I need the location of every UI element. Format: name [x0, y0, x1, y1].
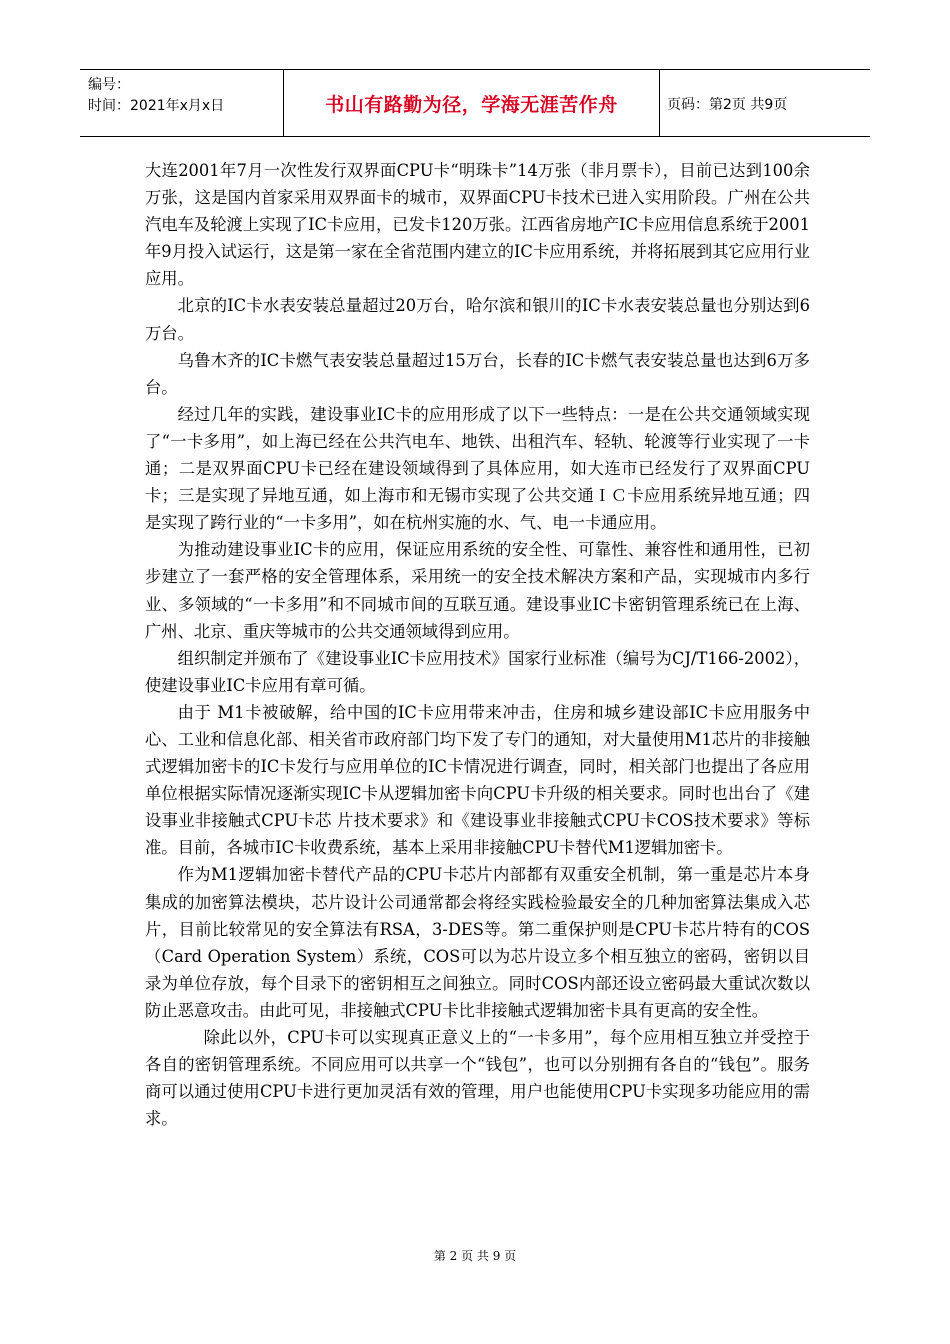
header-meta-cell [80, 70, 283, 136]
document-date-label: 时间：2021年x月x日 [88, 98, 225, 114]
paragraph: 北京的IC卡水表安装总量超过20万台，哈尔滨和银川的IC卡水表安装总量也分别达到6万台。 [145, 296, 810, 343]
header-page-number: 页码：第2页 共9页 [667, 97, 788, 113]
header-page-cell [659, 70, 870, 136]
document-number-label: 编号： [88, 77, 130, 93]
page-footer: 第 2 页 共 9 页 [433, 1249, 517, 1263]
paragraph: 由于 M1卡被破解，给中国的IC卡应用带来冲击，住房和城乡建设部IC卡应用服务中心、工业和信息化部、相关省市政府部门均下发了专门的通知，对大量使用M1芯片的非接触式逻辑加密卡的IC卡发行与应用单位的IC卡情况进行调查，同时，相关部门也提出了各应用单位根据实际情况逐渐实现IC卡从逻辑加密卡向CPU卡升级的相关要求。同时也出台了《建设事业非接触式CPU卡芯 片技术要求》和《建设事业非接触式CPU卡COS技术要求》等标准。目前，各城市IC卡收费系统，基本上采用非接触CPU卡替代M1逻辑加密卡。 [145, 702, 810, 858]
header-motto-cell [283, 70, 660, 136]
paragraph: 组织制定并颁布了《建设事业IC卡应用技术》国家行业标准（编号为CJ/T166-2002），使建设事业IC卡应用有章可循。 [145, 648, 810, 695]
paragraph: 经过几年的实践，建设事业IC卡的应用形成了以下一些特点：一是在公共交通领域实现了“一卡多用”，如上海已经在公共汽电车、地铁、出租汽车、轻轨、轮渡等行业实现了一卡通；二是双界面CPU卡已经在建设领域得到了具体应用，如大连市已经发行了双界面CPU卡；三是实现了异地互通，如上海市和无锡市实现了公共交通ＩＣ卡应用系统异地互通；四是实现了跨行业的“一卡多用”，如在杭州实施的水、气、电一卡通应用。 [145, 404, 810, 533]
header-motto: 书山有路勤为径，学海无涯苦作舟 [325, 94, 618, 116]
paragraph: 作为M1逻辑加密卡替代产品的CPU卡芯片内部都有双重安全机制，第一重是芯片本身集成的加密算法模块，芯片设计公司通常都会将经实践检验最安全的几种加密算法集成入芯片，目前比较常见的安全算法有RSA，3-DES等。第二重保护则是CPU卡芯片特有的COS（Card Operation System）系统，COS可以为芯片设立多个相互独立的密码，密钥以目录为单位存放，每个目录下的密钥相互之间独立。同时COS内部还设立密码最大重试次数以防止恶意攻击。由此可见，非接触式CPU卡比非接触式逻辑加密卡具有更高的安全性。 [145, 865, 810, 1020]
paragraph: 大连2001年7月一次性发行双界面CPU卡“明珠卡”14万张（非月票卡），目前已达到100余万张，这是国内首家采用双界面卡的城市，双界面CPU卡技术已进入实用阶段。广州在公共汽电车及轮渡上实现了IC卡应用，已发卡120万张。江西省房地产IC卡应用信息系统于2001年9月投入试运行，这是第一家在全省范围内建立的IC卡应用系统，并将拓展到其它应用行业应用。 [145, 161, 810, 289]
page-header [80, 69, 870, 137]
paragraph: 除此以外，CPU卡可以实现真正意义上的“一卡多用”，每个应用相互独立并受控于各自的密钥管理系统。不同应用可以共享一个“钱包”，也可以分别拥有各自的“钱包”。服务商可以通过使用CPU卡进行更加灵活有效的管理，用户也能使用CPU卡实现多功能应用的需求。 [145, 1028, 810, 1129]
paragraph: 乌鲁木齐的IC卡燃气表安装总量超过15万台，长春的IC卡燃气表安装总量也达到6万多台。 [145, 350, 810, 397]
paragraph: 为推动建设事业IC卡的应用，保证应用系统的安全性、可靠性、兼容性和通用性，已初步建立了一套严格的安全管理体系，采用统一的安全技术解决方案和产品，实现城市内多行业、多领域的“一卡多用”和不同城市间的互联互通。建设事业IC卡密钥管理系统已在上海、广州、北京、重庆等城市的公共交通领域得到应用。 [145, 540, 810, 641]
document-body [145, 157, 810, 1132]
